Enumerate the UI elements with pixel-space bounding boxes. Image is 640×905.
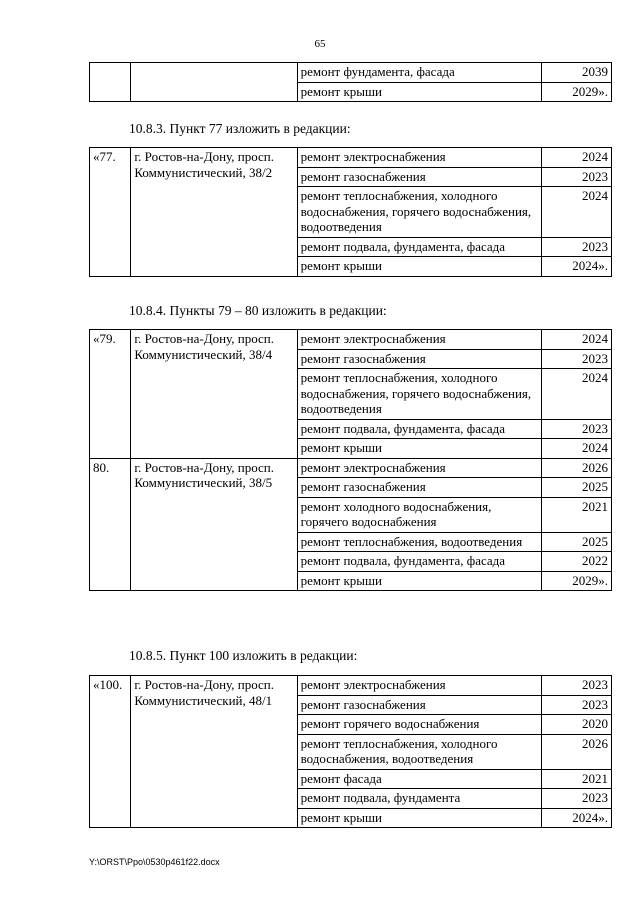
item-number-cell: «79. bbox=[90, 330, 131, 459]
work-type-cell: ремонт газоснабжения bbox=[297, 478, 542, 498]
item-number-cell: 80. bbox=[90, 458, 131, 591]
year-cell: 2024 bbox=[542, 330, 612, 350]
year-cell: 2023 bbox=[542, 419, 612, 439]
page-number: 65 bbox=[314, 38, 326, 50]
year-cell: 2039 bbox=[542, 63, 612, 83]
year-cell: 2023 bbox=[542, 237, 612, 257]
table-row bbox=[90, 676, 612, 696]
item-number-cell bbox=[90, 63, 131, 102]
work-type-cell: ремонт крыши bbox=[297, 82, 542, 102]
year-cell: 2020 bbox=[542, 715, 612, 735]
work-type-cell: ремонт теплоснабжения, водоотведения bbox=[297, 532, 542, 552]
year-cell: 2024 bbox=[542, 439, 612, 459]
table-row bbox=[90, 148, 612, 168]
repair-table-continued bbox=[89, 62, 612, 102]
year-cell: 2024 bbox=[542, 148, 612, 168]
year-cell: 2023 bbox=[542, 789, 612, 809]
year-cell: 2025 bbox=[542, 532, 612, 552]
address-cell bbox=[131, 63, 297, 102]
year-cell: 2029». bbox=[542, 571, 612, 591]
footer-file-path: Y:\ORST\Ppo\0530p461f22.docx bbox=[89, 857, 220, 867]
address-cell: г. Ростов-на-Дону, просп. Коммунистический, 48/1 bbox=[131, 676, 297, 828]
work-type-cell: ремонт крыши bbox=[297, 439, 542, 459]
work-type-cell: ремонт крыши bbox=[297, 808, 542, 828]
work-type-cell: ремонт электроснабжения bbox=[297, 676, 542, 696]
paragraph-10-8-5: 10.8.5. Пункт 100 изложить в редакции: bbox=[129, 648, 358, 663]
work-type-cell: ремонт теплоснабжения, холодного водоснабжения, водоотведения bbox=[297, 734, 542, 769]
year-cell: 2026 bbox=[542, 734, 612, 769]
year-cell: 2025 bbox=[542, 478, 612, 498]
work-type-cell: ремонт газоснабжения bbox=[297, 349, 542, 369]
year-cell: 2024 bbox=[542, 187, 612, 238]
repair-table-item-100 bbox=[89, 675, 612, 828]
paragraph-10-8-4: 10.8.4. Пункты 79 – 80 изложить в редакции: bbox=[129, 303, 387, 318]
repair-table-item-77 bbox=[89, 147, 612, 277]
repair-table-items-79-80 bbox=[89, 329, 612, 591]
work-type-cell: ремонт крыши bbox=[297, 571, 542, 591]
table-row bbox=[90, 63, 612, 83]
year-cell: 2023 bbox=[542, 676, 612, 696]
work-type-cell: ремонт электроснабжения bbox=[297, 458, 542, 478]
year-cell: 2021 bbox=[542, 769, 612, 789]
work-type-cell: ремонт холодного водоснабжения, горячего водоснабжения bbox=[297, 497, 542, 532]
work-type-cell: ремонт горячего водоснабжения bbox=[297, 715, 542, 735]
work-type-cell: ремонт электроснабжения bbox=[297, 148, 542, 168]
work-type-cell: ремонт газоснабжения bbox=[297, 167, 542, 187]
work-type-cell: ремонт подвала, фундамента bbox=[297, 789, 542, 809]
year-cell: 2022 bbox=[542, 552, 612, 572]
work-type-cell: ремонт фундамента, фасада bbox=[297, 63, 542, 83]
item-number-cell: «77. bbox=[90, 148, 131, 277]
work-type-cell: ремонт теплоснабжения, холодного водоснабжения, горячего водоснабжения, водоотведения bbox=[297, 187, 542, 238]
address-cell: г. Ростов-на-Дону, просп. Коммунистический, 38/4 bbox=[131, 330, 297, 459]
table-row bbox=[90, 330, 612, 350]
work-type-cell: ремонт подвала, фундамента, фасада bbox=[297, 552, 542, 572]
work-type-cell: ремонт подвала, фундамента, фасада bbox=[297, 419, 542, 439]
address-cell: г. Ростов-на-Дону, просп. Коммунистический, 38/5 bbox=[131, 458, 297, 591]
year-cell: 2029». bbox=[542, 82, 612, 102]
year-cell: 2023 bbox=[542, 349, 612, 369]
year-cell: 2024». bbox=[542, 808, 612, 828]
year-cell: 2026 bbox=[542, 458, 612, 478]
table-row bbox=[90, 458, 612, 478]
item-number-cell: «100. bbox=[90, 676, 131, 828]
work-type-cell: ремонт подвала, фундамента, фасада bbox=[297, 237, 542, 257]
work-type-cell: ремонт фасада bbox=[297, 769, 542, 789]
year-cell: 2023 bbox=[542, 167, 612, 187]
work-type-cell: ремонт теплоснабжения, холодного водоснабжения, горячего водоснабжения, водоотведения bbox=[297, 369, 542, 420]
paragraph-10-8-3: 10.8.3. Пункт 77 изложить в редакции: bbox=[129, 121, 351, 136]
work-type-cell: ремонт крыши bbox=[297, 257, 542, 277]
work-type-cell: ремонт электроснабжения bbox=[297, 330, 542, 350]
work-type-cell: ремонт газоснабжения bbox=[297, 695, 542, 715]
year-cell: 2024». bbox=[542, 257, 612, 277]
year-cell: 2024 bbox=[542, 369, 612, 420]
year-cell: 2023 bbox=[542, 695, 612, 715]
address-cell: г. Ростов-на-Дону, просп. Коммунистический, 38/2 bbox=[131, 148, 297, 277]
year-cell: 2021 bbox=[542, 497, 612, 532]
